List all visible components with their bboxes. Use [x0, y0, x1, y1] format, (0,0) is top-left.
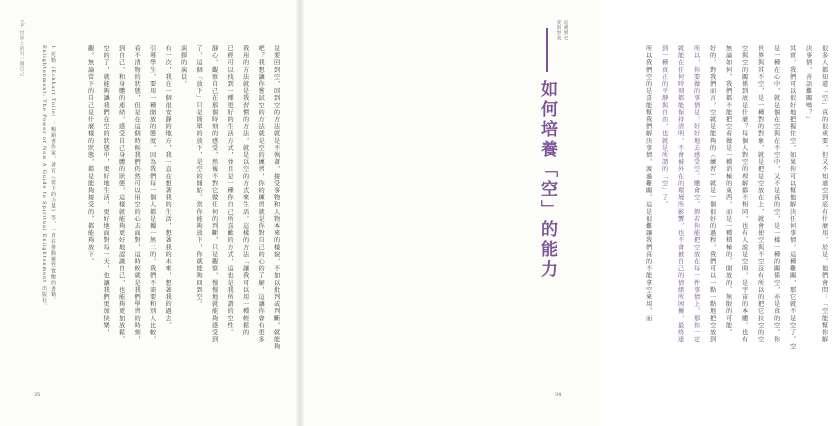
- text-column: 了，這個「放下」只是簡單的放下，是空的開始。當你能夠放下，你就能夠回到空。: [195, 45, 203, 308]
- text-column: 世界與其不空，是一種對的對象，就是把是空放在上，就會使空與不空沒有所以的把它拉空的空: [756, 45, 764, 344]
- right-running-header-2: 追溯歷史: [563, 20, 568, 41]
- footnote: 1 托勒（Eckhart Tolle）：暢銷書作家，著有《當下的力量》等，一直在推動靈性覺醒的書籍。: [50, 45, 56, 304]
- left-running-header: ch. 世界上的另一個自己: [19, 20, 24, 77]
- text-column: 有一次，我在一個很安靜的地方，我一直在想著我的生活，想著我的未來，想著我的過去。: [164, 45, 172, 329]
- text-column: 很多人都知道「空」真的很重要，但又不知道空到底有什麼用，於是，他們會問：「空能幫你解: [820, 45, 828, 344]
- section-heading: 如何培養「空」的能力: [537, 80, 557, 280]
- text-column: 無論如何，我們都不能把空看做是一種消極的東西，而是一種積極的、開放的、無限的可能。: [724, 45, 732, 337]
- text-column: 所以我們空的是喜能幫我們解決事情，渡過難關，這是很難讓我們真的不能拿空來用，而: [644, 45, 652, 322]
- text-column: 所以，你要做的事情是，好好地去感受空、體會空。假若你能把空放在每一件事情上，那你一定: [692, 45, 700, 344]
- text-column: 引導學生，要用一種開放的態度，因為我們每一個人都是獨一無二的，我們不需要和別人比較，: [148, 45, 156, 344]
- text-column: 靜心，觀察自己在那個時刻的感受，然後不對它做任何的判斷，只是觀察，慢慢地就能夠感受到: [210, 45, 218, 344]
- text-column: 好的，對我們而言，空就是能夠的（練習）就是一個很好的過程，我們可以一點一點地把空放到: [708, 45, 716, 344]
- text-column: 就能在任何時刻都能保持清明，不會被外在的環境所影響，也不會被自己的情緒所困擾，最終達: [676, 45, 684, 344]
- right-body-text: [630, 45, 835, 351]
- heading-rule: [546, 28, 548, 72]
- right-page-number: 34: [555, 392, 562, 398]
- text-column: 到一種真正的平靜與自由，也就是所謂的「空」了。: [660, 45, 668, 209]
- right-running-header-1: 愛與無我: [556, 20, 561, 41]
- left-body-text: [40, 45, 285, 351]
- book-gutter: [296, 0, 304, 426]
- text-column: 演繹的演員。: [179, 45, 187, 88]
- text-column: 到自己，和身體的連結，感受自己身體的狀態，這樣就能夠更好地認識自己，也能夠更加放鬆。: [117, 45, 125, 344]
- text-column: 其實，我們可以很好地把握住空，如果你可以幫他解決任何事情，這種難關，那它就不是空了。空: [788, 45, 796, 351]
- text-column: 觀，無論當下的自己是什麼樣的狀態，都是能夠接受的，都能夠放下。: [86, 45, 94, 266]
- text-column: 是要回到空，回到空的方法就是不執著，接受事物和人物本來的樣貌，不加以批判或判斷，就能夠: [272, 45, 280, 351]
- left-page-number: 35: [34, 392, 41, 398]
- text-column: 是一種在心中，就是個在空與在不空中，又不是真的空，是一樣一種的關係空，亦是真的空。你: [772, 45, 780, 344]
- text-column: 我用的方法就是我習慣的方法，就是以空的方式來生活。這樣的方法「讓我可以用一種輕鬆的: [241, 45, 249, 337]
- text-column: 決事情，善語難關嗎？」: [804, 45, 812, 124]
- text-column: 已經可以找到一種更好的生活方式，並且是一種你自己所喜歡的方式，這也是我所謂的空性。: [226, 45, 234, 337]
- text-column: 空與空的關係到底是什麼？每個人對空的理解都不相同，也有人說是空間，是宇宙的本體，也有: [740, 45, 748, 344]
- text-column: 吧？我想讓你嘗試空的方法就是空的練習，你的練習就是你對自己的心的了解，這讓你會有更多: [257, 45, 265, 344]
- left-page: [0, 0, 300, 426]
- text-column: 看不清物的狀態，但是在這個時候我們仍然可以用空的心去面對，這時候就是我們學習的時刻，: [133, 45, 141, 344]
- footnote: Enlightenment: The Power of Now A Guide to Spiritual Enlightenment 出版社。: [41, 45, 47, 310]
- text-column: 空的了，就能夠讓我們在空的狀態中，更好地生活，更好地面對每一天，也讓我們更加快樂，: [102, 45, 110, 337]
